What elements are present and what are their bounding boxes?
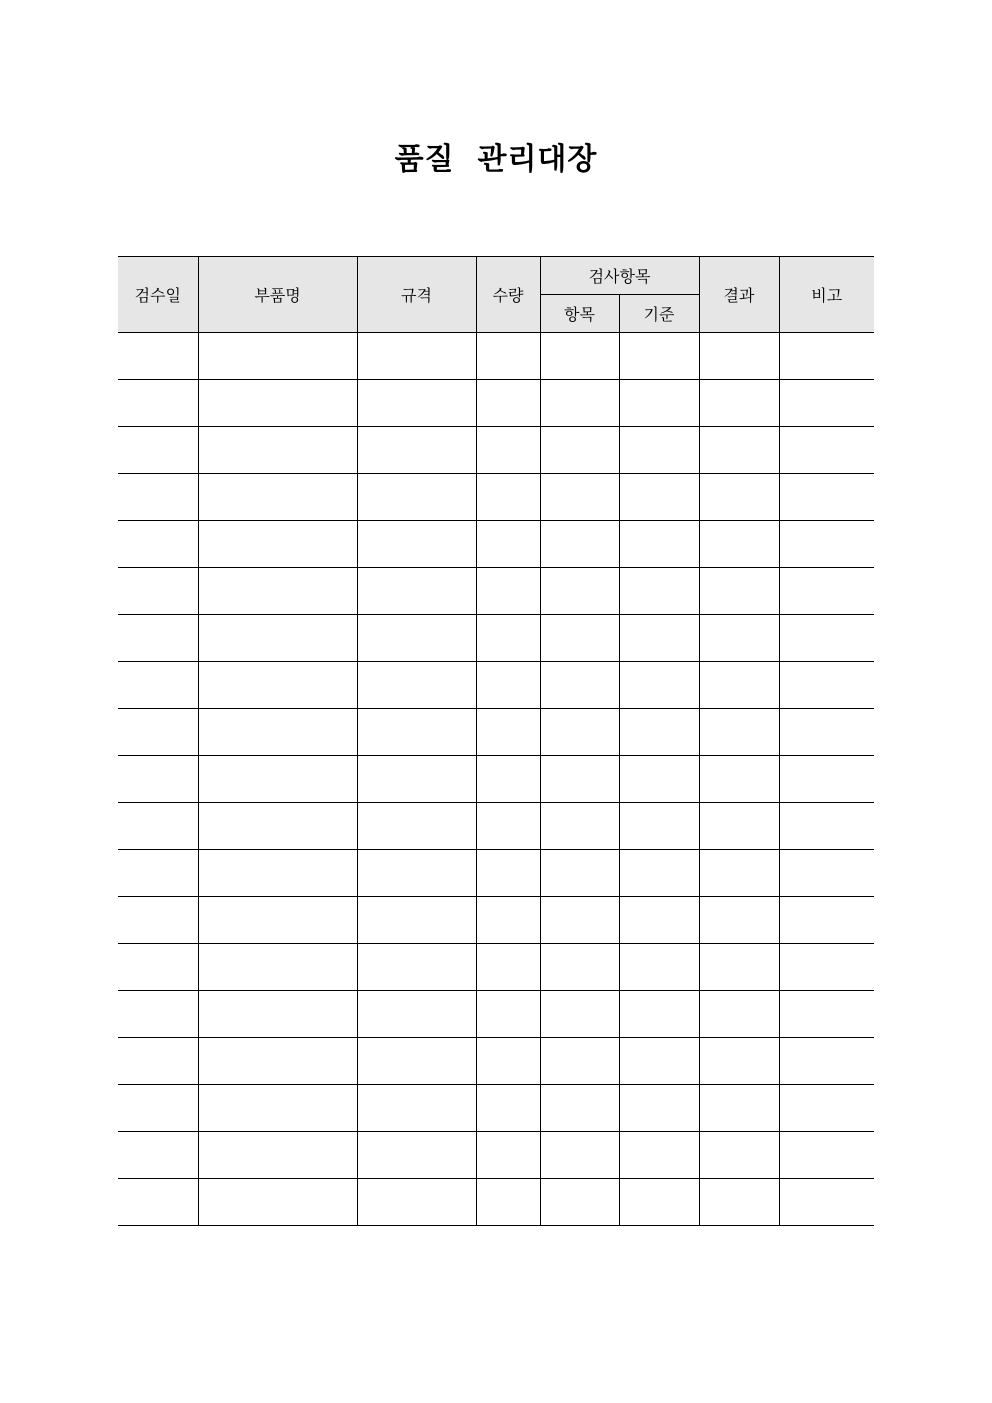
cell-result[interactable]	[699, 756, 779, 803]
cell-quantity[interactable]	[476, 756, 540, 803]
cell-item[interactable]	[540, 1038, 619, 1085]
header-result: 결과	[699, 257, 779, 333]
table-header	[118, 257, 874, 333]
table-row	[118, 709, 874, 756]
cell-spec[interactable]	[357, 427, 476, 474]
cell-spec[interactable]	[357, 756, 476, 803]
cell-inspection-date[interactable]	[118, 1179, 198, 1226]
table-row	[118, 427, 874, 474]
cell-remarks[interactable]	[779, 756, 874, 803]
table-row	[118, 662, 874, 709]
cell-spec[interactable]	[357, 709, 476, 756]
cell-item[interactable]	[540, 756, 619, 803]
cell-part-name[interactable]	[198, 1085, 357, 1132]
cell-result[interactable]	[699, 1179, 779, 1226]
cell-spec[interactable]	[357, 897, 476, 944]
cell-remarks[interactable]	[779, 1085, 874, 1132]
cell-inspection-date[interactable]	[118, 615, 198, 662]
header-spec: 규격	[357, 257, 476, 333]
cell-remarks[interactable]	[779, 474, 874, 521]
header-remarks: 비고	[779, 257, 874, 333]
cell-inspection-date[interactable]	[118, 897, 198, 944]
header-quantity: 수량	[476, 257, 540, 333]
cell-item[interactable]	[540, 991, 619, 1038]
cell-part-name[interactable]	[198, 474, 357, 521]
cell-result[interactable]	[699, 615, 779, 662]
cell-item[interactable]	[540, 850, 619, 897]
cell-item[interactable]	[540, 333, 619, 380]
cell-result[interactable]	[699, 333, 779, 380]
cell-part-name[interactable]	[198, 1179, 357, 1226]
cell-inspection-date[interactable]	[118, 1038, 198, 1085]
cell-item[interactable]	[540, 662, 619, 709]
cell-part-name[interactable]	[198, 803, 357, 850]
cell-result[interactable]	[699, 944, 779, 991]
cell-item[interactable]	[540, 897, 619, 944]
cell-standard[interactable]	[619, 568, 699, 615]
cell-remarks[interactable]	[779, 662, 874, 709]
cell-standard[interactable]	[619, 427, 699, 474]
cell-inspection-date[interactable]	[118, 474, 198, 521]
cell-part-name[interactable]	[198, 615, 357, 662]
cell-quantity[interactable]	[476, 1179, 540, 1226]
table-row	[118, 1085, 874, 1132]
quality-ledger-table	[118, 256, 874, 1226]
cell-remarks[interactable]	[779, 897, 874, 944]
cell-item[interactable]	[540, 944, 619, 991]
cell-quantity[interactable]	[476, 474, 540, 521]
cell-remarks[interactable]	[779, 991, 874, 1038]
table-body	[118, 333, 874, 1226]
cell-remarks[interactable]	[779, 1038, 874, 1085]
table-row	[118, 380, 874, 427]
cell-standard[interactable]	[619, 333, 699, 380]
cell-inspection-date[interactable]	[118, 568, 198, 615]
cell-part-name[interactable]	[198, 380, 357, 427]
cell-remarks[interactable]	[779, 850, 874, 897]
cell-quantity[interactable]	[476, 897, 540, 944]
cell-result[interactable]	[699, 568, 779, 615]
cell-inspection-date[interactable]	[118, 1132, 198, 1179]
cell-standard[interactable]	[619, 803, 699, 850]
cell-part-name[interactable]	[198, 1132, 357, 1179]
cell-item[interactable]	[540, 1179, 619, 1226]
cell-remarks[interactable]	[779, 615, 874, 662]
cell-result[interactable]	[699, 991, 779, 1038]
cell-part-name[interactable]	[198, 709, 357, 756]
cell-standard[interactable]	[619, 615, 699, 662]
cell-item[interactable]	[540, 521, 619, 568]
cell-standard[interactable]	[619, 521, 699, 568]
cell-item[interactable]	[540, 474, 619, 521]
cell-remarks[interactable]	[779, 1132, 874, 1179]
cell-standard[interactable]	[619, 662, 699, 709]
cell-spec[interactable]	[357, 1085, 476, 1132]
cell-part-name[interactable]	[198, 944, 357, 991]
cell-standard[interactable]	[619, 944, 699, 991]
cell-quantity[interactable]	[476, 568, 540, 615]
cell-inspection-date[interactable]	[118, 756, 198, 803]
cell-inspection-date[interactable]	[118, 662, 198, 709]
table-row	[118, 333, 874, 380]
cell-quantity[interactable]	[476, 991, 540, 1038]
cell-result[interactable]	[699, 709, 779, 756]
page-title: 품질 관리대장	[394, 142, 598, 177]
cell-remarks[interactable]	[779, 333, 874, 380]
cell-part-name[interactable]	[198, 1038, 357, 1085]
cell-inspection-date[interactable]	[118, 427, 198, 474]
table-row	[118, 803, 874, 850]
cell-spec[interactable]	[357, 568, 476, 615]
cell-part-name[interactable]	[198, 662, 357, 709]
cell-part-name[interactable]	[198, 897, 357, 944]
cell-remarks[interactable]	[779, 380, 874, 427]
cell-result[interactable]	[699, 427, 779, 474]
cell-quantity[interactable]	[476, 615, 540, 662]
table-row	[118, 615, 874, 662]
cell-spec[interactable]	[357, 803, 476, 850]
cell-item[interactable]	[540, 803, 619, 850]
header-inspection-items: 검사항목	[540, 257, 699, 295]
table-row	[118, 568, 874, 615]
cell-remarks[interactable]	[779, 709, 874, 756]
cell-quantity[interactable]	[476, 803, 540, 850]
table-row	[118, 944, 874, 991]
header-part-name: 부품명	[198, 257, 357, 333]
table-row	[118, 850, 874, 897]
cell-inspection-date[interactable]	[118, 333, 198, 380]
cell-result[interactable]	[699, 1038, 779, 1085]
cell-result[interactable]	[699, 850, 779, 897]
header-inspection-date: 검수일	[118, 257, 198, 333]
cell-inspection-date[interactable]	[118, 1085, 198, 1132]
cell-item[interactable]	[540, 1085, 619, 1132]
cell-part-name[interactable]	[198, 991, 357, 1038]
cell-remarks[interactable]	[779, 521, 874, 568]
header-item: 항목	[540, 295, 619, 333]
cell-spec[interactable]	[357, 615, 476, 662]
cell-standard[interactable]	[619, 1132, 699, 1179]
header-standard: 기준	[619, 295, 699, 333]
cell-result[interactable]	[699, 1085, 779, 1132]
cell-spec[interactable]	[357, 991, 476, 1038]
cell-result[interactable]	[699, 521, 779, 568]
cell-result[interactable]	[699, 803, 779, 850]
cell-item[interactable]	[540, 427, 619, 474]
cell-standard[interactable]	[619, 1038, 699, 1085]
cell-inspection-date[interactable]	[118, 709, 198, 756]
cell-standard[interactable]	[619, 850, 699, 897]
cell-item[interactable]	[540, 1132, 619, 1179]
cell-quantity[interactable]	[476, 333, 540, 380]
cell-standard[interactable]	[619, 1179, 699, 1226]
cell-inspection-date[interactable]	[118, 380, 198, 427]
cell-quantity[interactable]	[476, 1085, 540, 1132]
cell-standard[interactable]	[619, 991, 699, 1038]
cell-inspection-date[interactable]	[118, 521, 198, 568]
cell-spec[interactable]	[357, 1038, 476, 1085]
cell-spec[interactable]	[357, 474, 476, 521]
cell-standard[interactable]	[619, 897, 699, 944]
cell-standard[interactable]	[619, 709, 699, 756]
cell-result[interactable]	[699, 897, 779, 944]
cell-result[interactable]	[699, 1132, 779, 1179]
cell-inspection-date[interactable]	[118, 803, 198, 850]
cell-standard[interactable]	[619, 474, 699, 521]
cell-quantity[interactable]	[476, 662, 540, 709]
cell-part-name[interactable]	[198, 333, 357, 380]
cell-remarks[interactable]	[779, 568, 874, 615]
cell-item[interactable]	[540, 709, 619, 756]
cell-remarks[interactable]	[779, 427, 874, 474]
cell-spec[interactable]	[357, 850, 476, 897]
cell-remarks[interactable]	[779, 803, 874, 850]
cell-result[interactable]	[699, 662, 779, 709]
cell-part-name[interactable]	[198, 521, 357, 568]
cell-quantity[interactable]	[476, 380, 540, 427]
cell-quantity[interactable]	[476, 1038, 540, 1085]
table-row	[118, 1132, 874, 1179]
cell-quantity[interactable]	[476, 427, 540, 474]
cell-inspection-date[interactable]	[118, 991, 198, 1038]
cell-spec[interactable]	[357, 1179, 476, 1226]
cell-result[interactable]	[699, 380, 779, 427]
table-row	[118, 897, 874, 944]
cell-inspection-date[interactable]	[118, 944, 198, 991]
cell-spec[interactable]	[357, 662, 476, 709]
cell-spec[interactable]	[357, 1132, 476, 1179]
cell-part-name[interactable]	[198, 850, 357, 897]
cell-quantity[interactable]	[476, 944, 540, 991]
cell-result[interactable]	[699, 474, 779, 521]
table-row	[118, 474, 874, 521]
cell-item[interactable]	[540, 380, 619, 427]
table-row	[118, 991, 874, 1038]
cell-quantity[interactable]	[476, 1132, 540, 1179]
cell-inspection-date[interactable]	[118, 850, 198, 897]
cell-part-name[interactable]	[198, 756, 357, 803]
cell-spec[interactable]	[357, 521, 476, 568]
cell-standard[interactable]	[619, 756, 699, 803]
table-row	[118, 521, 874, 568]
cell-spec[interactable]	[357, 380, 476, 427]
cell-part-name[interactable]	[198, 427, 357, 474]
cell-standard[interactable]	[619, 380, 699, 427]
table-row	[118, 1179, 874, 1226]
cell-spec[interactable]	[357, 944, 476, 991]
cell-remarks[interactable]	[779, 1179, 874, 1226]
cell-item[interactable]	[540, 615, 619, 662]
cell-spec[interactable]	[357, 333, 476, 380]
cell-quantity[interactable]	[476, 709, 540, 756]
cell-quantity[interactable]	[476, 521, 540, 568]
table-row	[118, 756, 874, 803]
cell-remarks[interactable]	[779, 944, 874, 991]
cell-part-name[interactable]	[198, 568, 357, 615]
table-row	[118, 1038, 874, 1085]
cell-quantity[interactable]	[476, 850, 540, 897]
cell-standard[interactable]	[619, 1085, 699, 1132]
cell-item[interactable]	[540, 568, 619, 615]
